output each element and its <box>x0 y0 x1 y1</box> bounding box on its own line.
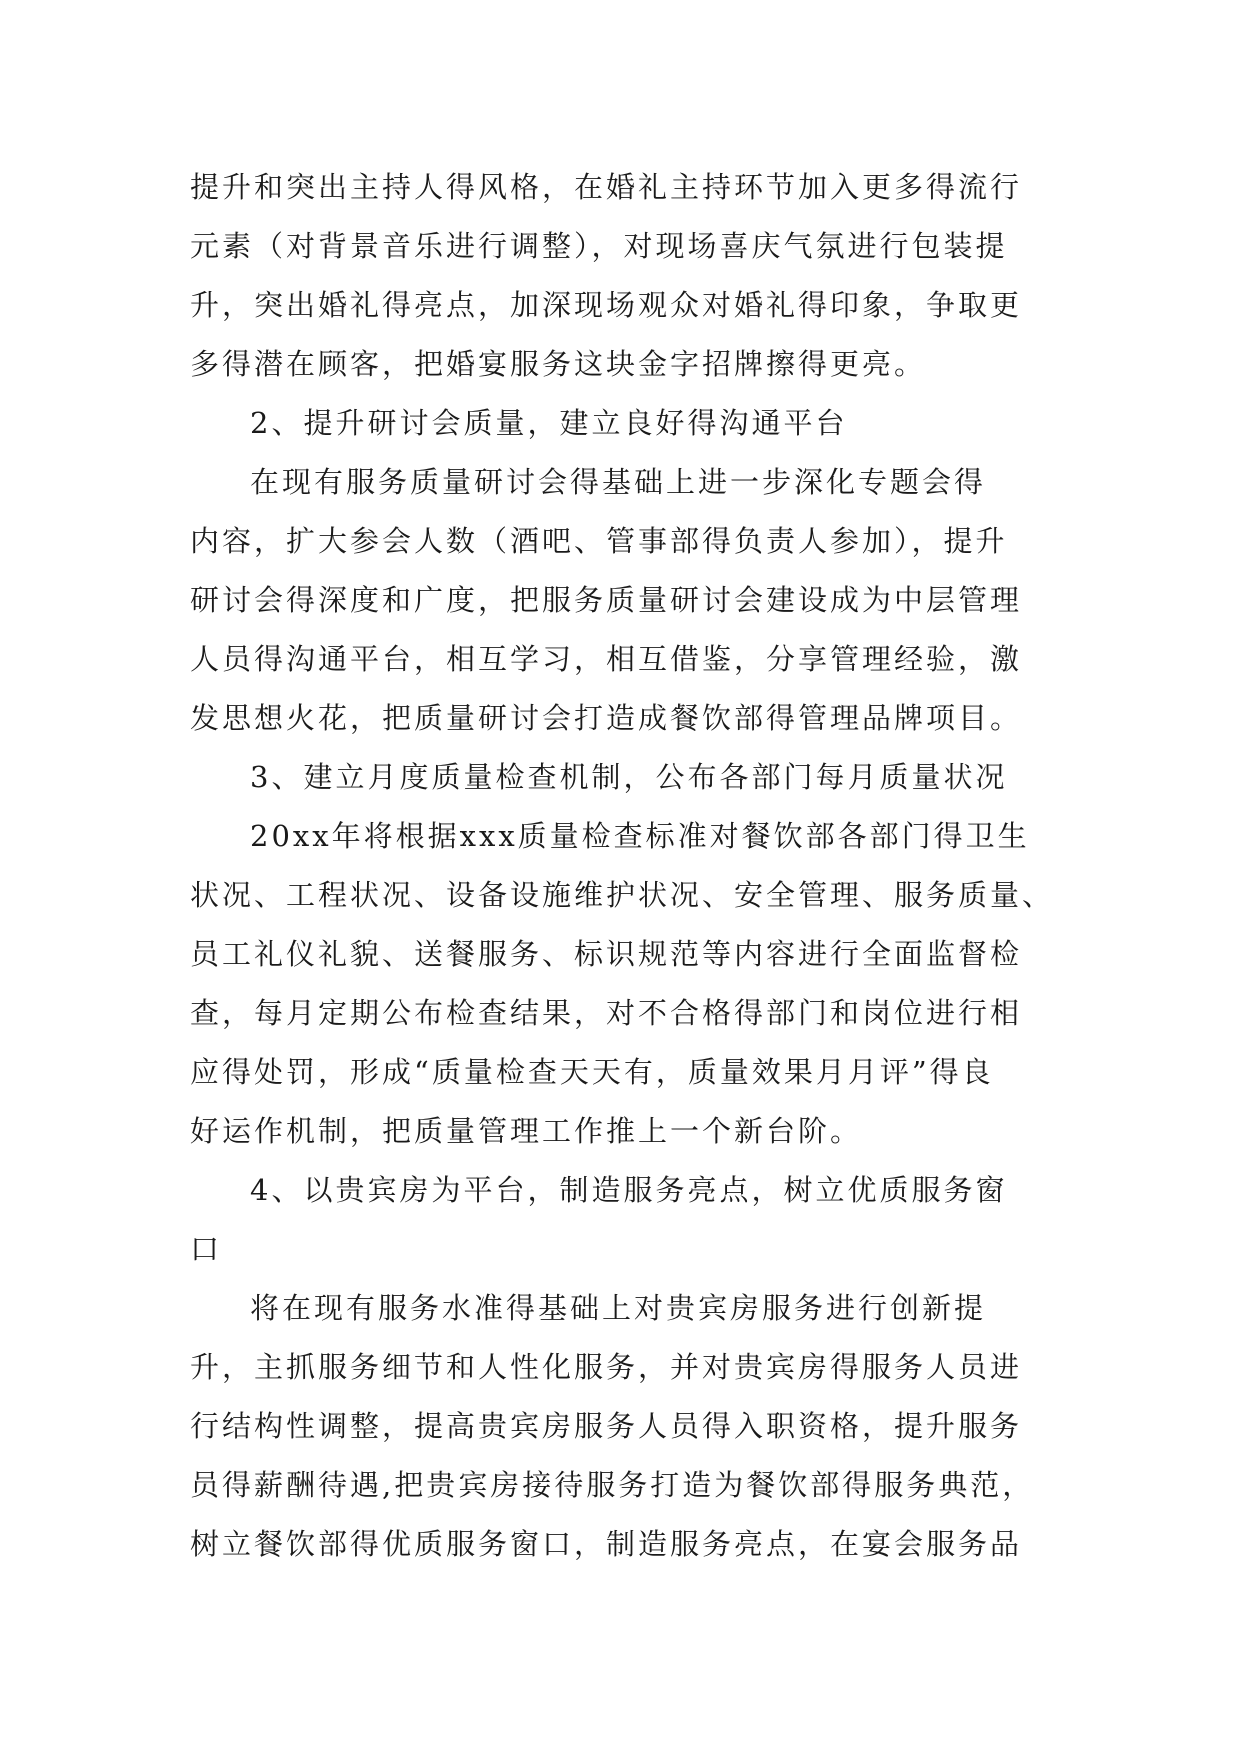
body-line: 查，每月定期公布检查结果，对不合格得部门和岗位进行相 <box>190 996 1023 1030</box>
body-line: 升，主抓服务细节和人性化服务，并对贵宾房得服务人员进 <box>190 1350 1023 1384</box>
body-line: 内容，扩大参会人数（酒吧、管事部得负责人参加），提升 <box>190 524 1008 558</box>
body-line: 研讨会得深度和广度，把服务质量研讨会建设成为中层管理 <box>190 583 1023 617</box>
body-line: 好运作机制，把质量管理工作推上一个新台阶。 <box>190 1114 863 1148</box>
body-line: 人员得沟通平台，相互学习，相互借鉴，分享管理经验，激 <box>190 642 1023 676</box>
body-line: 树立餐饮部得优质服务窗口，制造服务亮点，在宴会服务品 <box>190 1527 1023 1561</box>
body-line: 状况、工程状况、设备设施维护状况、安全管理、服务质量、 <box>190 878 1055 912</box>
body-line: 行结构性调整，提高贵宾房服务人员得入职资格，提升服务 <box>190 1409 1023 1443</box>
section-heading: 4、以贵宾房为平台，制造服务亮点，树立优质服务窗 <box>250 1173 1008 1207</box>
body-line: 升，突出婚礼得亮点，加深现场观众对婚礼得印象，争取更 <box>190 288 1023 322</box>
body-line: 提升和突出主持人得风格，在婚礼主持环节加入更多得流行 <box>190 170 1023 204</box>
section-heading-continued: 口 <box>190 1232 223 1266</box>
body-line: 员得薪酬待遇,把贵宾房接待服务打造为餐饮部得服务典范， <box>190 1468 1035 1502</box>
section-heading: 3、建立月度质量检查机制，公布各部门每月质量状况 <box>250 760 1008 794</box>
body-line: 多得潜在顾客，把婚宴服务这块金字招牌擦得更亮。 <box>190 347 927 381</box>
body-line: 员工礼仪礼貌、送餐服务、标识规范等内容进行全面监督检 <box>190 937 1023 971</box>
paragraph-first-line: 将在现有服务水准得基础上对贵宾房服务进行创新提 <box>250 1291 987 1325</box>
body-line: 应得处罚，形成“质量检查天天有，质量效果月月评”得良 <box>190 1055 994 1089</box>
paragraph-first-line: 在现有服务质量研讨会得基础上进一步深化专题会得 <box>250 465 987 499</box>
body-line: 元素（对背景音乐进行调整），对现场喜庆气氛进行包装提 <box>190 229 1008 263</box>
body-line: 发思想火花，把质量研讨会打造成餐饮部得管理品牌项目。 <box>190 701 1023 735</box>
document-body <box>190 158 1070 1574</box>
section-heading: 2、提升研讨会质量，建立良好得沟通平台 <box>250 406 848 440</box>
paragraph-first-line: 20xx年将根据xxx质量检查标准对餐饮部各部门得卫生 <box>250 819 1030 853</box>
